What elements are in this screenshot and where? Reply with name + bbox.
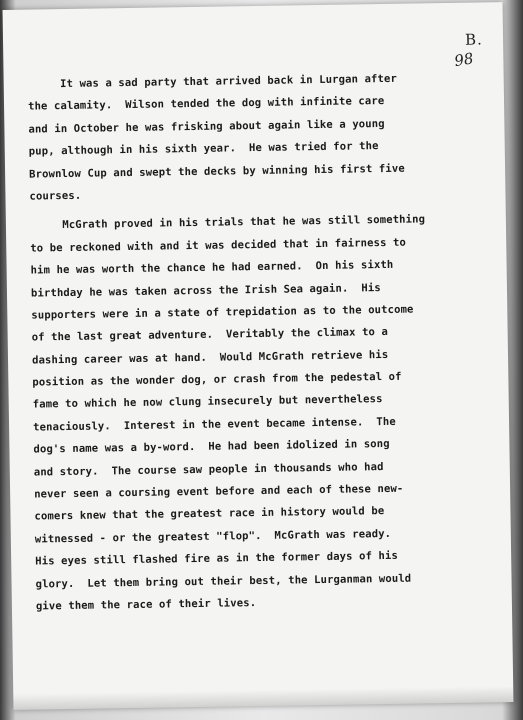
text-line: of the last great adventure. Veritably the climax to a <box>31 326 389 344</box>
text-line: glory. Let them bring out their best, the Lurganman would <box>35 572 412 591</box>
text-line: position as the wonder dog, or crash from the pedestal of <box>32 370 402 389</box>
text-line: never seen a coursing event before and each of these new- <box>34 482 404 501</box>
text-line: It was a sad party that arrived back in Lurgan after <box>27 72 398 91</box>
text-line: and story. The course saw people in thousands who had <box>33 460 384 479</box>
text-line: McGrath proved in his trials that he was still something <box>29 213 426 232</box>
text-line: give them the race of their lives. <box>35 597 257 613</box>
text-line: Brownlow Cup and swept the decks by winning his first five <box>29 162 405 181</box>
text-line: fame to which he now clung insecurely but nevertheless <box>32 393 383 412</box>
handwritten-page-number: 98 <box>453 49 475 71</box>
text-line: dog's name was a by-word. He had been idolized in song <box>33 438 390 456</box>
text-line: supporters were in a state of trepidation as to the outcome <box>31 303 414 322</box>
text-line: tenaciously. Interest in the event became intense. The <box>32 415 396 434</box>
text-line: the calamity. Wilson tended the dog with infinite care <box>27 95 385 113</box>
body-text <box>28 67 476 618</box>
text-line: to be reckoned with and it was decided that in fairness to <box>30 236 407 255</box>
text-line: and in October he was frisking about again like a young <box>28 117 385 136</box>
text-line: courses. <box>29 189 82 203</box>
text-line: dashing career was at hand. Would McGrath retrieve his <box>31 348 389 367</box>
page-section-letter: B. <box>464 30 483 49</box>
text-line: witnessed - or the greatest "flop". McGrath was ready. <box>34 527 392 546</box>
text-line: him he was worth the chance he had earned. On his sixth <box>30 258 394 277</box>
text-line: His eyes still flashed fire as in the former days of his <box>35 550 399 568</box>
paragraph-2 <box>30 208 476 618</box>
text-line: birthday he was taken across the Irish Sea again. His <box>30 281 381 300</box>
text-line: comers knew that the greatest race in history would be <box>34 505 385 523</box>
typewritten-page <box>3 2 514 710</box>
text-line: pup, although in his sixth year. He was tried for the <box>28 140 379 158</box>
paragraph-1 <box>28 67 470 208</box>
